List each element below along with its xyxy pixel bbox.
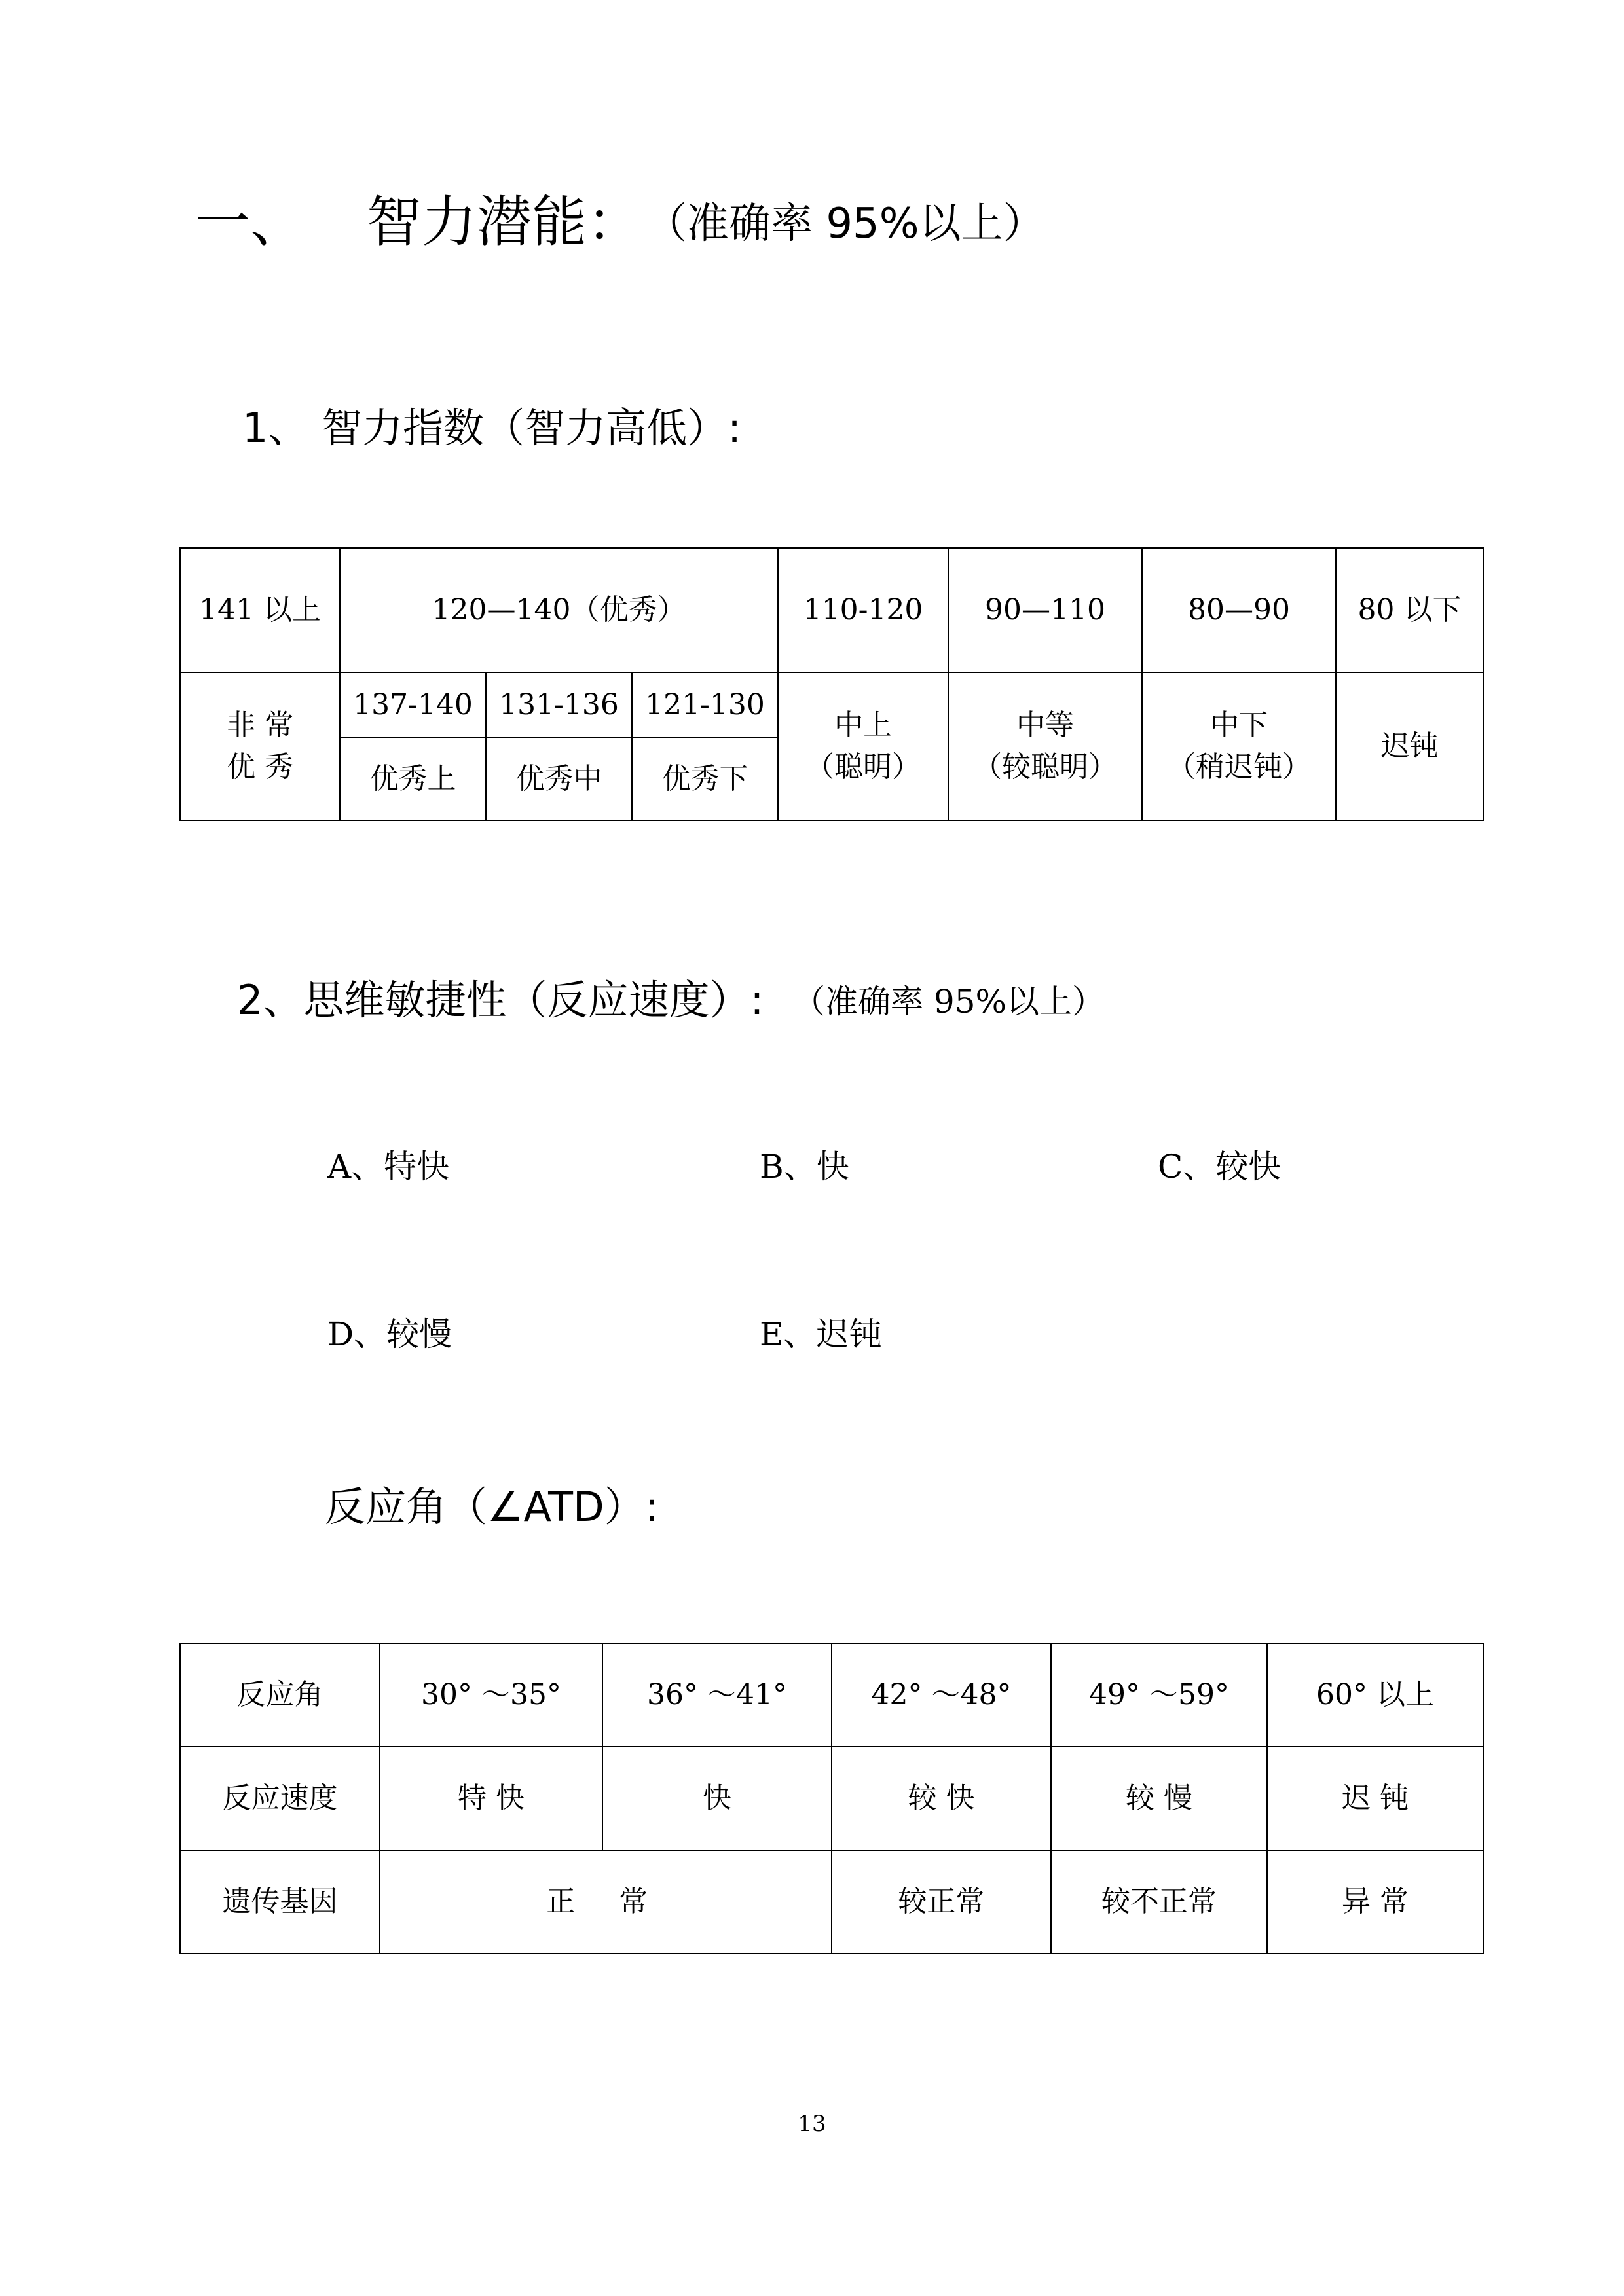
iq-cell-80-below: 80 以下 — [1336, 548, 1483, 672]
lower-mid-line1: 中下 — [1210, 708, 1268, 742]
iq-cell-lower-mid — [1142, 672, 1336, 820]
iq-table — [179, 547, 1484, 821]
section1-title: 1、 智力指数（智力高低）: — [242, 404, 742, 452]
iq-cell-110-120: 110-120 — [778, 548, 948, 672]
heading-number: 一、 — [195, 190, 306, 254]
speed-row — [180, 1747, 1483, 1850]
angle-42-48: 42° ～48° — [832, 1643, 1051, 1747]
iq-cell-level-3: 优秀下 — [632, 738, 778, 820]
iq-header-row — [180, 548, 1483, 672]
iq-cell-level-1: 优秀上 — [340, 738, 486, 820]
iq-cell-120-140: 120—140（优秀） — [340, 548, 778, 672]
iq-cell-mid — [948, 672, 1142, 820]
angle-36-41: 36° ～41° — [602, 1643, 832, 1747]
speed-row-label: 反应速度 — [180, 1747, 380, 1850]
iq-cell-very-excellent — [180, 672, 340, 820]
upper-mid-line2: （聪明） — [805, 750, 921, 784]
page-number: 13 — [798, 2111, 826, 2137]
very-line1: 非 常 — [227, 708, 293, 742]
gene-normal: 正 常 — [380, 1850, 832, 1954]
speed-dull: 迟 钝 — [1267, 1747, 1483, 1850]
angle-30-35: 30° ～35° — [380, 1643, 602, 1747]
angle-49-59: 49° ～59° — [1051, 1643, 1267, 1747]
option-d: D、较慢 — [327, 1315, 452, 1353]
iq-range-row — [180, 672, 1483, 738]
angle-60-above: 60° 以上 — [1267, 1643, 1483, 1747]
option-e: E、迟钝 — [760, 1315, 882, 1353]
upper-mid-line1: 中上 — [834, 708, 893, 742]
section2-title: 2、思维敏捷性（反应速度）: — [237, 976, 764, 1024]
option-b: B、快 — [760, 1148, 849, 1186]
section2-note: （准确率 95%以上） — [792, 983, 1105, 1021]
gene-less-normal: 较不正常 — [1051, 1850, 1267, 1954]
iq-cell-90-110: 90—110 — [948, 548, 1142, 672]
gene-row — [180, 1850, 1483, 1954]
lower-mid-line2: （稍迟钝） — [1167, 750, 1312, 784]
option-c: C、较快 — [1158, 1148, 1282, 1186]
angle-row-label: 反应角 — [180, 1643, 380, 1747]
heading-title: 智力潜能： — [367, 190, 642, 254]
mid-line2: （较聪明） — [973, 750, 1118, 784]
speed-very-fast: 特 快 — [380, 1747, 602, 1850]
iq-cell-upper-mid — [778, 672, 948, 820]
gene-row-label: 遗传基因 — [180, 1850, 380, 1954]
iq-cell-level-2: 优秀中 — [486, 738, 632, 820]
section3-title: 反应角（∠ATD）: — [325, 1483, 659, 1531]
iq-cell-range-3: 121-130 — [632, 672, 778, 738]
heading-note: （准确率 95%以上） — [645, 200, 1045, 248]
angle-row — [180, 1643, 1483, 1747]
iq-cell-range-2: 131-136 — [486, 672, 632, 738]
iq-cell-80-90: 80—90 — [1142, 548, 1336, 672]
speed-fairly-fast: 较 快 — [832, 1747, 1051, 1850]
iq-cell-141-above: 141 以上 — [180, 548, 340, 672]
gene-abnormal: 异 常 — [1267, 1850, 1483, 1954]
reaction-angle-table — [179, 1643, 1484, 1954]
iq-cell-dull: 迟钝 — [1336, 672, 1483, 820]
gene-fairly-normal: 较正常 — [832, 1850, 1051, 1954]
iq-cell-range-1: 137-140 — [340, 672, 486, 738]
speed-fast: 快 — [602, 1747, 832, 1850]
mid-line1: 中等 — [1016, 708, 1075, 742]
very-line2: 优 秀 — [227, 750, 293, 784]
speed-slow: 较 慢 — [1051, 1747, 1267, 1850]
option-a: A、特快 — [327, 1148, 450, 1186]
